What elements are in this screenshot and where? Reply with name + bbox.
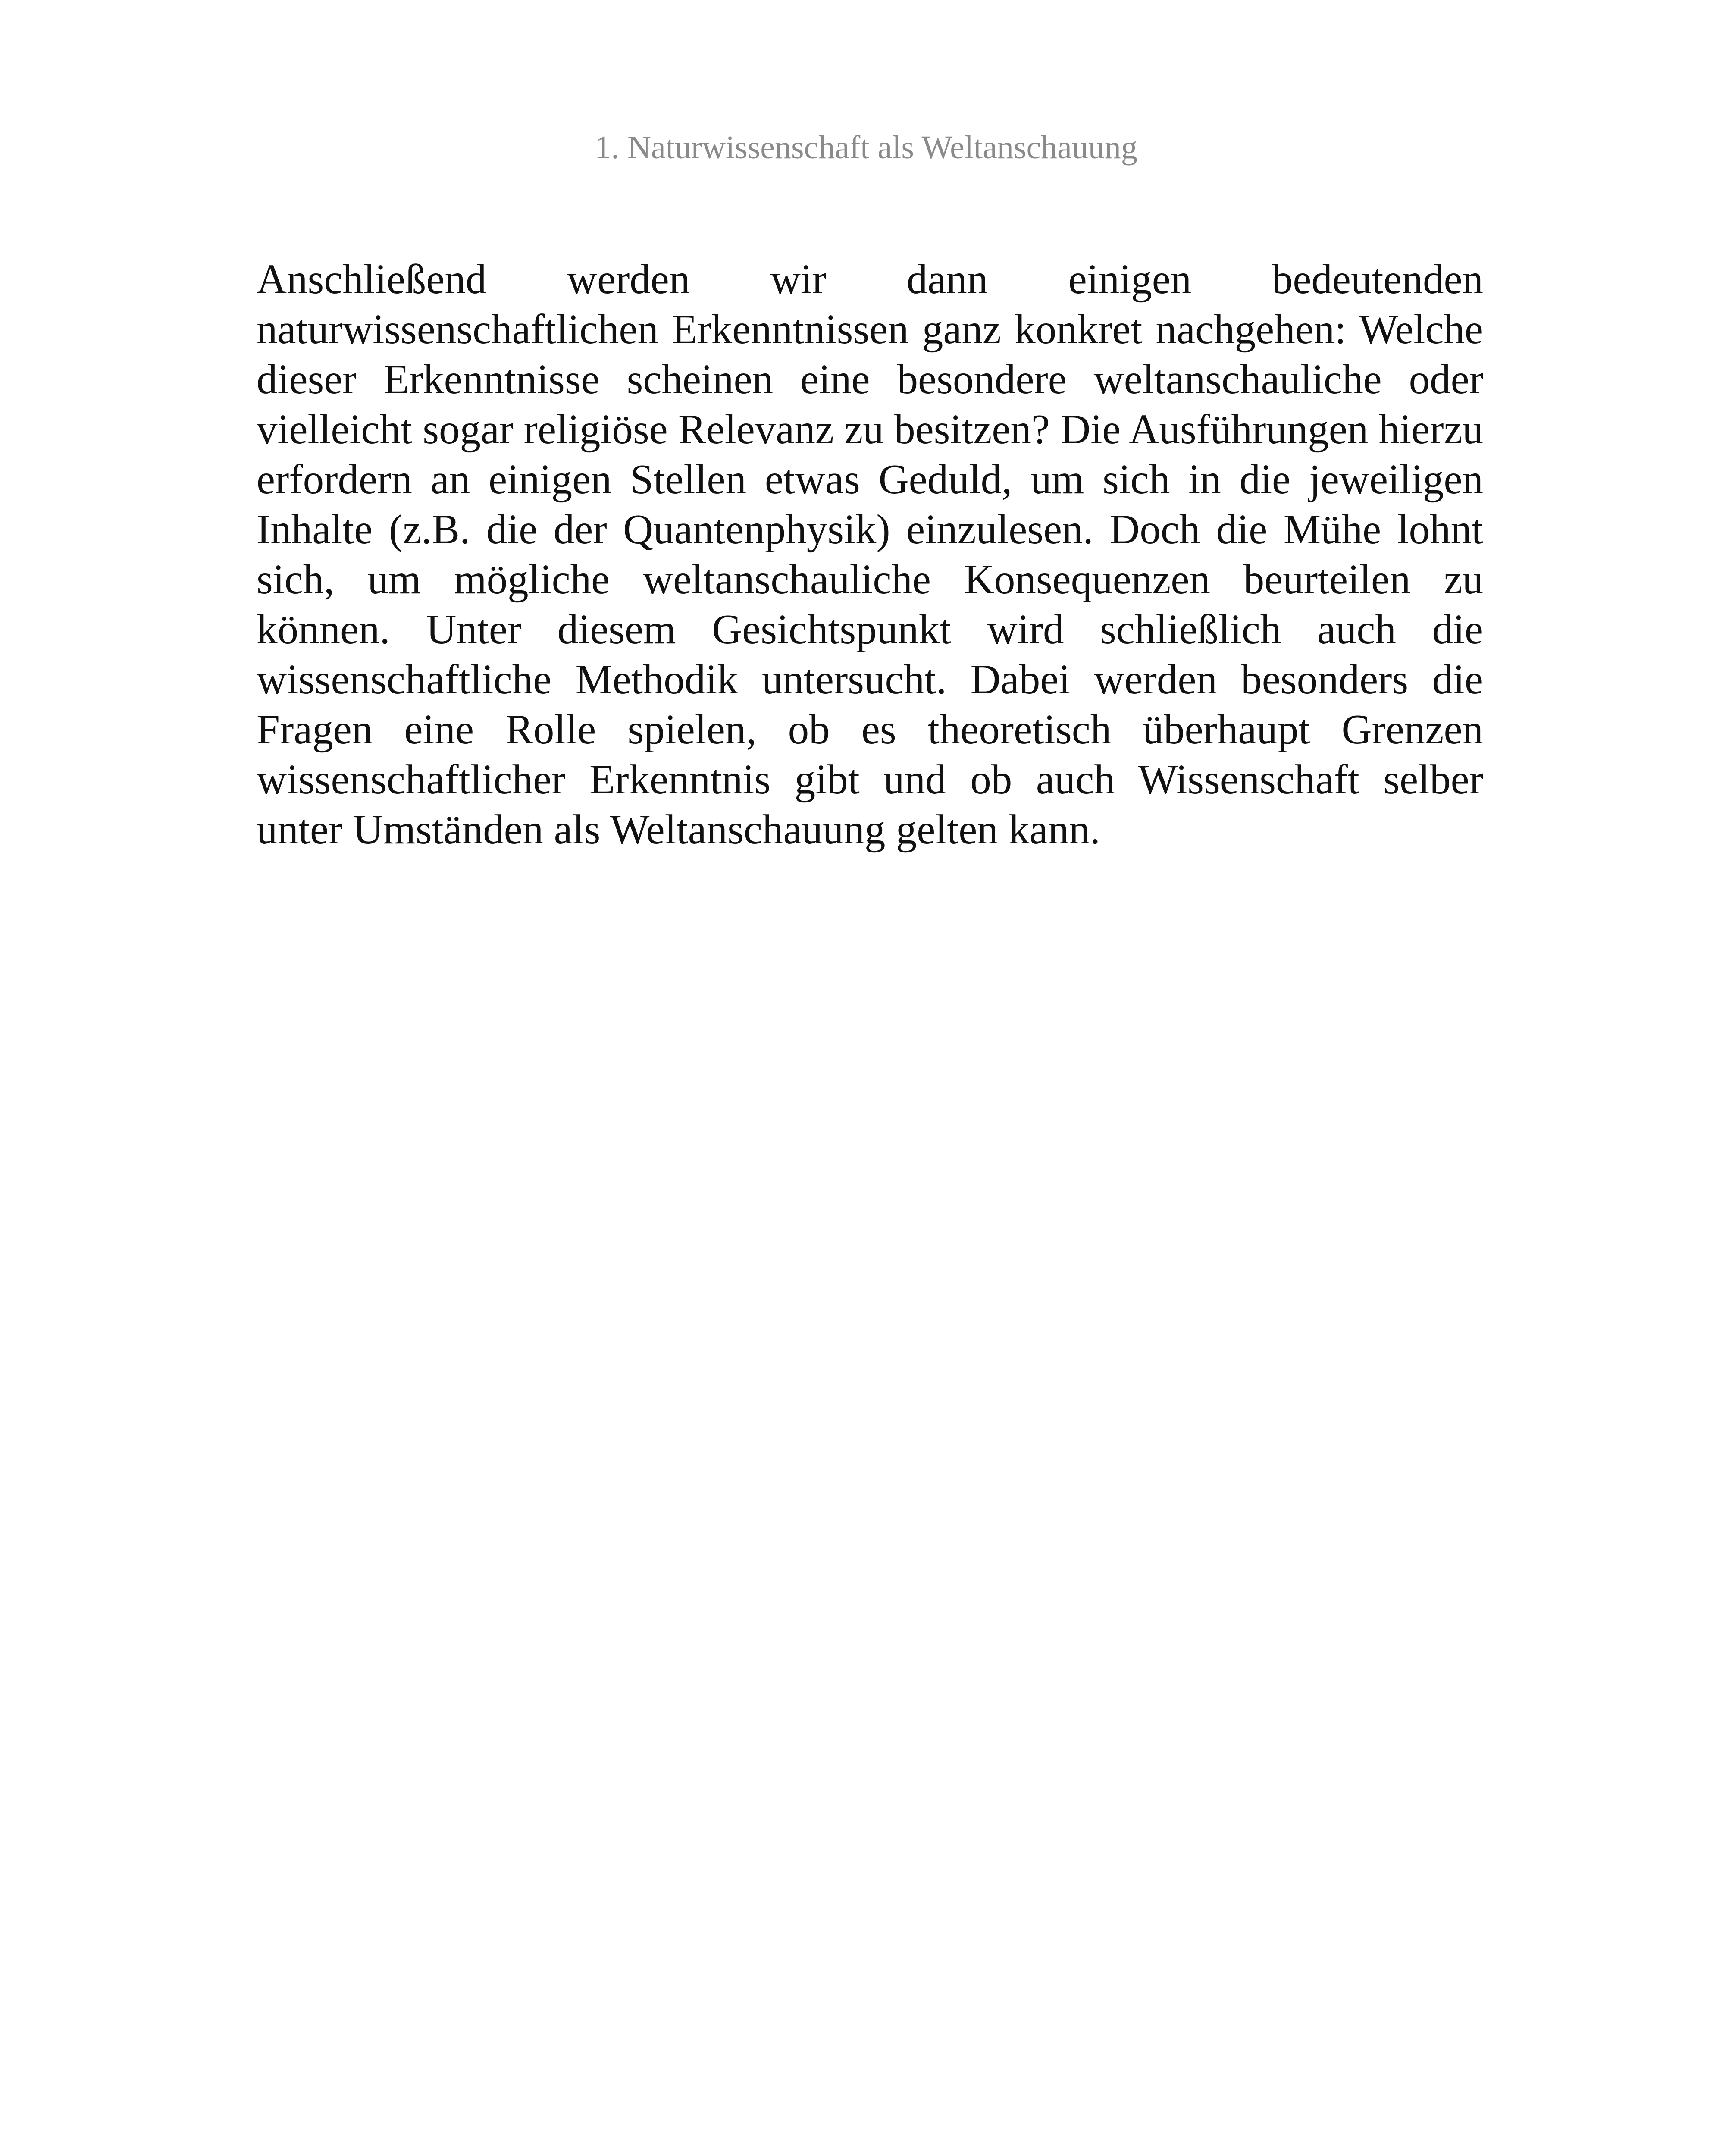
running-header: 1. Naturwissenschaft als Weltanschauung (595, 129, 1137, 166)
body-paragraph: Anschließend werden wir dann einigen bedeutenden naturwissenschaftlichen Erkenntnissen ganz konkret nachgehen: Welche dieser Erkenntnisse scheinen eine besondere weltanschauliche oder vielleicht sogar religiöse Relevanz zu besitzen? Die Ausführungen hierzu erfordern an einigen Stellen etwas Geduld, um sich in die jeweiligen Inhalte (z.B. die der Quantenphysik) einzulesen. Doch die Mühe lohnt sich, um mögliche weltanschauliche Konsequenzen beurteilen zu können. Unter diesem Gesichtspunkt wird schließlich auch die wissenschaftliche Methodik untersucht. Dabei werden besonders die Fragen eine Rolle spielen, ob es theoretisch überhaupt Grenzen wissenschaftlicher Erkenntnis gibt und ob auch Wissenschaft selber unter Umständen als Weltanschauung gelten kann. (257, 256, 1483, 852)
